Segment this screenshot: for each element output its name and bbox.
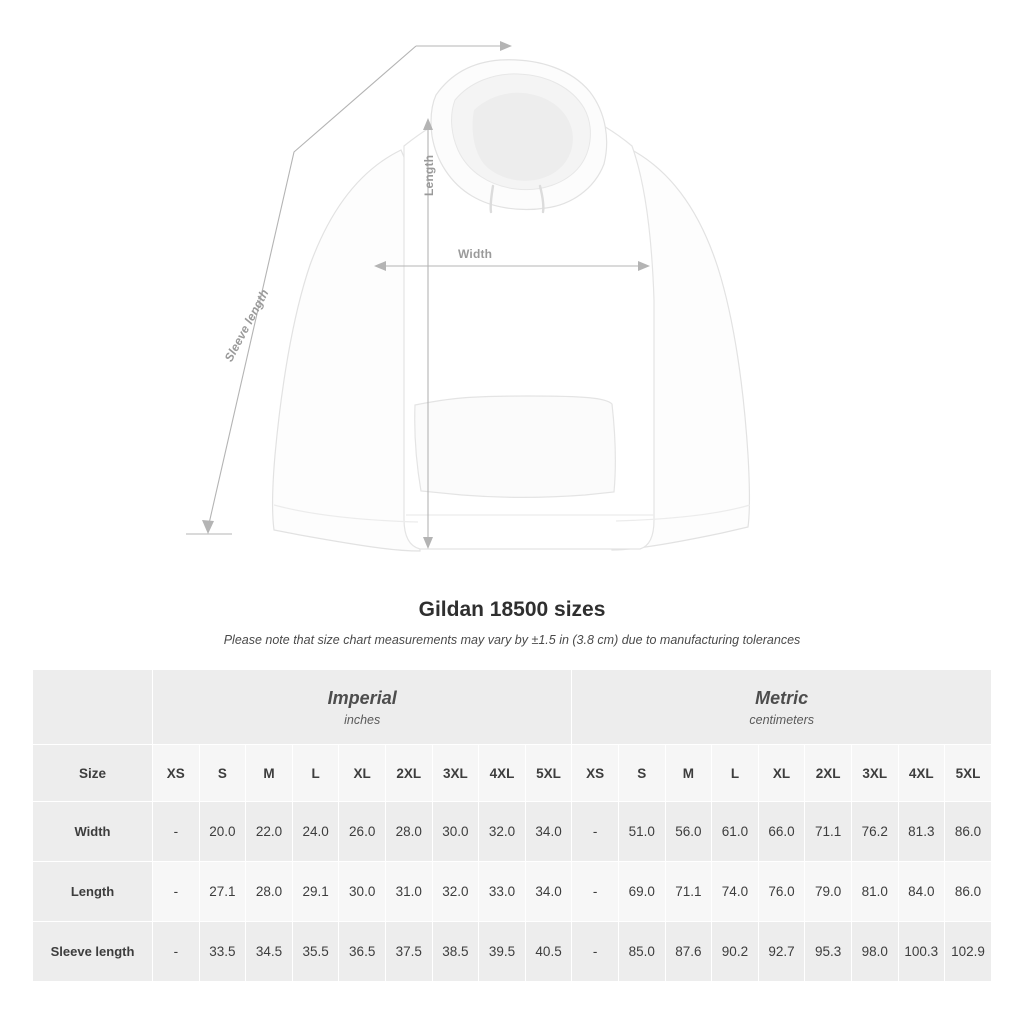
table-row (33, 922, 992, 982)
sleeve-length-label: Sleeve length (221, 286, 272, 364)
size-col-imperial-5xl: 5XL (525, 745, 572, 802)
cell-width-imperial-2xl: 28.0 (385, 802, 432, 862)
size-chart-table-wrapper (32, 669, 992, 982)
unit-header-imperial (153, 670, 572, 745)
cell-length-metric-m: 71.1 (665, 862, 712, 922)
cell-sleeve-imperial-5xl: 40.5 (525, 922, 572, 982)
cell-length-metric-xs: - (572, 862, 619, 922)
unit-imperial-name: Imperial (327, 687, 397, 708)
cell-length-metric-4xl: 84.0 (898, 862, 945, 922)
row-label-length: Length (33, 862, 153, 922)
cell-width-metric-m: 56.0 (665, 802, 712, 862)
unit-header-row (33, 670, 992, 745)
cell-sleeve-imperial-4xl: 39.5 (479, 922, 526, 982)
width-label: Width (458, 247, 493, 261)
cell-sleeve-metric-3xl: 98.0 (851, 922, 898, 982)
cell-length-imperial-3xl: 32.0 (432, 862, 479, 922)
size-col-metric-l: L (712, 745, 759, 802)
cell-width-metric-s: 51.0 (618, 802, 665, 862)
cell-width-metric-xl: 66.0 (758, 802, 805, 862)
size-col-metric-m: M (665, 745, 712, 802)
size-col-metric-2xl: 2XL (805, 745, 852, 802)
size-chart-table (32, 669, 992, 982)
size-col-imperial-l: L (292, 745, 339, 802)
cell-width-imperial-3xl: 30.0 (432, 802, 479, 862)
title-block (0, 598, 1024, 647)
cell-width-imperial-4xl: 32.0 (479, 802, 526, 862)
table-row (33, 862, 992, 922)
cell-width-imperial-xl: 26.0 (339, 802, 386, 862)
page-title: Gildan 18500 sizes (418, 598, 606, 621)
size-col-metric-5xl: 5XL (945, 745, 992, 802)
cell-width-imperial-l: 24.0 (292, 802, 339, 862)
cell-sleeve-metric-m: 87.6 (665, 922, 712, 982)
cell-sleeve-imperial-2xl: 37.5 (385, 922, 432, 982)
size-col-imperial-xl: XL (339, 745, 386, 802)
row-label-sleeve-length: Sleeve length (33, 922, 153, 982)
cell-sleeve-imperial-xs: - (153, 922, 200, 982)
cell-length-imperial-s: 27.1 (199, 862, 246, 922)
size-header-row (33, 745, 992, 802)
size-col-imperial-4xl: 4XL (479, 745, 526, 802)
cell-sleeve-metric-xs: - (572, 922, 619, 982)
cell-length-imperial-4xl: 33.0 (479, 862, 526, 922)
cell-length-imperial-l: 29.1 (292, 862, 339, 922)
cell-width-metric-2xl: 71.1 (805, 802, 852, 862)
size-col-imperial-3xl: 3XL (432, 745, 479, 802)
cell-sleeve-metric-l: 90.2 (712, 922, 759, 982)
cell-length-metric-5xl: 86.0 (945, 862, 992, 922)
size-col-metric-s: S (618, 745, 665, 802)
cell-sleeve-metric-4xl: 100.3 (898, 922, 945, 982)
cell-length-metric-l: 74.0 (712, 862, 759, 922)
cell-width-metric-4xl: 81.3 (898, 802, 945, 862)
cell-length-imperial-xl: 30.0 (339, 862, 386, 922)
cell-length-imperial-5xl: 34.0 (525, 862, 572, 922)
tolerance-note: Please note that size chart measurements may vary by ±1.5 in (3.8 cm) due to manufacturing tolerances (223, 633, 801, 647)
cell-sleeve-imperial-l: 35.5 (292, 922, 339, 982)
cell-width-metric-3xl: 76.2 (851, 802, 898, 862)
table-row (33, 802, 992, 862)
size-col-imperial-s: S (199, 745, 246, 802)
unit-header-metric (572, 670, 992, 745)
length-label: Length (422, 154, 436, 196)
size-col-imperial-xs: XS (153, 745, 200, 802)
hoodie-shape (273, 60, 750, 551)
unit-imperial-sub: inches (344, 712, 381, 727)
cell-width-imperial-5xl: 34.0 (525, 802, 572, 862)
cell-length-imperial-m: 28.0 (246, 862, 293, 922)
cell-sleeve-imperial-xl: 36.5 (339, 922, 386, 982)
cell-length-imperial-xs: - (153, 862, 200, 922)
cell-width-metric-5xl: 86.0 (945, 802, 992, 862)
cell-width-imperial-s: 20.0 (199, 802, 246, 862)
row-label-width: Width (33, 802, 153, 862)
cell-sleeve-metric-s: 85.0 (618, 922, 665, 982)
cell-width-imperial-m: 22.0 (246, 802, 293, 862)
size-col-metric-xs: XS (572, 745, 619, 802)
cell-length-metric-s: 69.0 (618, 862, 665, 922)
cell-sleeve-imperial-s: 33.5 (199, 922, 246, 982)
size-col-imperial-2xl: 2XL (385, 745, 432, 802)
cell-sleeve-imperial-3xl: 38.5 (432, 922, 479, 982)
cell-sleeve-metric-2xl: 95.3 (805, 922, 852, 982)
cell-length-metric-xl: 76.0 (758, 862, 805, 922)
cell-sleeve-metric-xl: 92.7 (758, 922, 805, 982)
cell-width-metric-l: 61.0 (712, 802, 759, 862)
size-col-imperial-m: M (246, 745, 293, 802)
size-header-cell: Size (33, 745, 153, 802)
size-col-metric-4xl: 4XL (898, 745, 945, 802)
cell-width-metric-xs: - (572, 802, 619, 862)
size-col-metric-3xl: 3XL (851, 745, 898, 802)
cell-width-imperial-xs: - (153, 802, 200, 862)
unit-metric-name: Metric (755, 687, 809, 708)
cell-length-metric-2xl: 79.0 (805, 862, 852, 922)
unit-metric-sub: centimeters (749, 712, 814, 727)
cell-length-imperial-2xl: 31.0 (385, 862, 432, 922)
unit-corner-cell (33, 670, 153, 745)
cell-sleeve-imperial-m: 34.5 (246, 922, 293, 982)
cell-length-metric-3xl: 81.0 (851, 862, 898, 922)
size-col-metric-xl: XL (758, 745, 805, 802)
cell-sleeve-metric-5xl: 102.9 (945, 922, 992, 982)
